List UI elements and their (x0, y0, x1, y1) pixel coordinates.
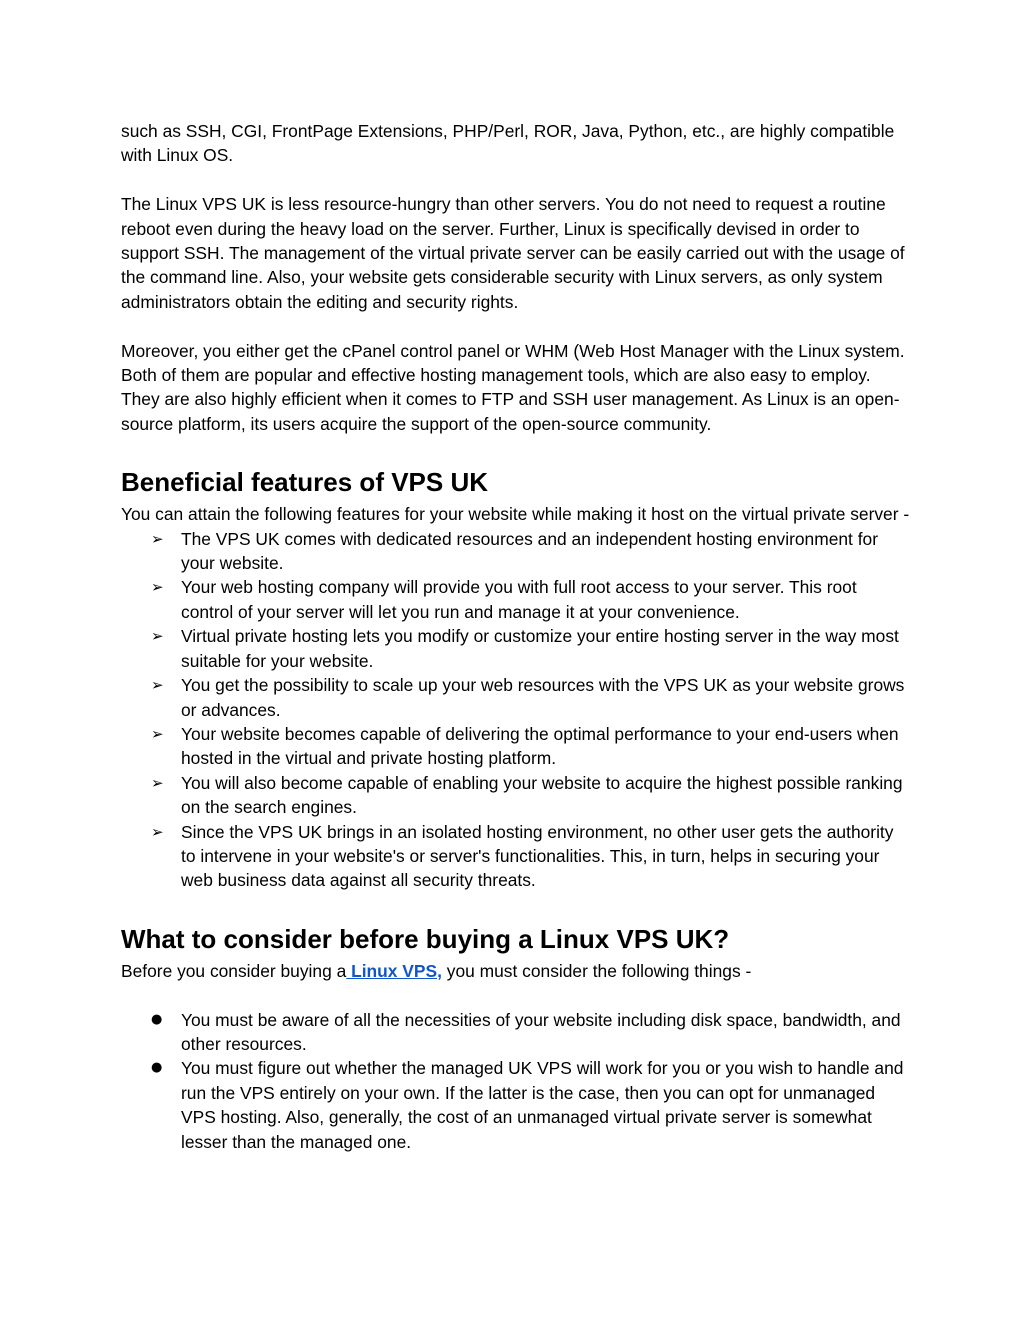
consider-text: You must figure out whether the managed UK VPS will work for you or you wish to handle and run the VPS entirely on your own. If the latter is the case, then you can opt for unmanaged VPS hosting. Also, generally, the cost of an unmanaged virtual private server is somewhat lesser than the managed one. (181, 1058, 904, 1152)
feature-item (121, 527, 911, 576)
intro-paragraph-3: Moreover, you either get the cPanel control panel or WHM (Web Host Manager with the Linux system. Both of them are popular and effective hosting management tools, which are also easy to employ. They are also highly efficient when it comes to FTP and SSH user management. As Linux is an open-source platform, its users acquire the support of the open-source community. (121, 340, 905, 434)
feature-item (121, 771, 911, 820)
arrow-bullet-icon: ➢ (151, 578, 164, 597)
features-intro: You can attain the following features for your website while making it host on the virtual private server - (121, 504, 910, 525)
document-page (121, 119, 911, 1154)
paragraph-spacer (121, 314, 911, 338)
consider-intro (121, 959, 911, 983)
feature-item (121, 624, 911, 673)
feature-text: Your website becomes capable of delivering the optimal performance to your end-users when hosted in the virtual and private hosting platform. (181, 723, 899, 769)
arrow-bullet-icon: ➢ (151, 724, 164, 743)
intro-paragraph-1: such as SSH, CGI, FrontPage Extensions, PHP/Perl, ROR, Java, Python, etc., are highly compatible with Linux OS. (121, 121, 895, 166)
paragraph-spacer (121, 983, 911, 1007)
consider-item (121, 1056, 911, 1154)
feature-item (121, 575, 911, 624)
feature-item (121, 820, 911, 893)
dot-bullet-icon: ● (151, 1060, 163, 1076)
consider-text: You must be aware of all the necessities of your website including disk space, bandwidth, and other resources. (181, 1009, 901, 1054)
dot-bullet-icon: ● (151, 1011, 163, 1027)
features-heading: Beneficial features of VPS UK (121, 467, 488, 498)
feature-text: You get the possibility to scale up your web resources with the VPS UK as your website grows or advances. (181, 675, 905, 720)
paragraph-spacer (121, 168, 911, 192)
consider-item (121, 1008, 911, 1057)
feature-text: The VPS UK comes with dedicated resources and an independent hosting environment for your website. (181, 528, 879, 574)
consider-list (121, 1008, 911, 1154)
consider-intro-after: you must consider the following things - (441, 960, 752, 981)
feature-item (121, 722, 911, 771)
feature-text: Virtual private hosting lets you modify or customize your entire hosting server in the way most suitable for your website. (181, 626, 899, 671)
feature-item (121, 673, 911, 722)
feature-text: You will also become capable of enabling your website to acquire the highest possible ranking on the search engines. (181, 772, 903, 818)
arrow-bullet-icon: ➢ (151, 627, 164, 646)
consider-heading: What to consider before buying a Linux VPS UK? (121, 923, 730, 954)
arrow-bullet-icon: ➢ (151, 773, 164, 792)
feature-text: Your web hosting company will provide you with full root access to your server. This root control of your server will let you run and manage it at your convenience. (181, 577, 857, 622)
linux-vps-link[interactable]: Linux VPS, (346, 960, 442, 981)
features-list (121, 527, 911, 893)
arrow-bullet-icon: ➢ (151, 529, 164, 548)
consider-intro-before: Before you consider buying a (121, 960, 347, 981)
intro-paragraph-2: The Linux VPS UK is less resource-hungry than other servers. You do not need to request a routine reboot even during the heavy load on the server. Further, Linux is specifically devised in order to support SSH. The management of the virtual private server can be easily carried out with the usage of the command line. Also, your website gets considerable security with Linux servers, as only system administrators obtain the editing and security rights. (121, 194, 905, 312)
arrow-bullet-icon: ➢ (151, 676, 164, 695)
arrow-bullet-icon: ➢ (151, 822, 164, 841)
feature-text: Since the VPS UK brings in an isolated hosting environment, no other user gets the authority to intervene in your website's or server's functionalities. This, in turn, helps in securing your web business data against all security threats. (181, 821, 894, 891)
